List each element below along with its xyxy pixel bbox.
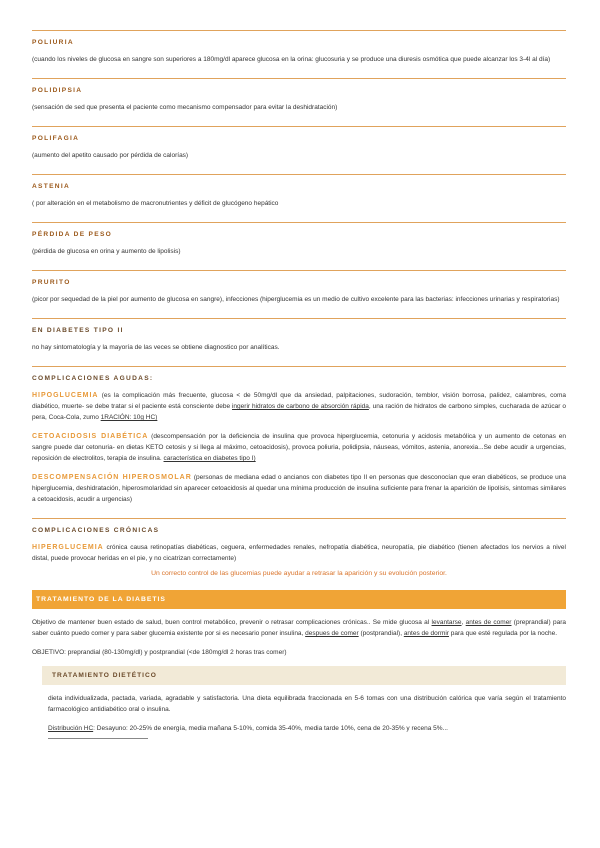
section-complicaciones-cronicas	[32, 518, 566, 577]
section-title: COMPLICACIONES CRÓNICAS	[32, 518, 566, 534]
trat-link-levantarse: levantarse	[431, 619, 462, 626]
distribucion-link: Distribución HC	[48, 725, 94, 732]
section-prurito	[32, 270, 566, 305]
hipo-text-b: , una ración de hidratos de carbono simples, cucharada de azúcar o pera, Coca-Cola, zumo	[32, 403, 566, 421]
tratamiento-objetivo: OBJETIVO: preprandial (80-130mg/dl) y postprandial (<de 180mg/dl 2 horas tras comer)	[32, 649, 287, 656]
section-text: (cuando los niveles de glucosa en sangre son superiores a 180mg/dl aparece glucosa en la orina: glucosuria y se produce una diuresis osmótica que puede alcanzar los 3-4l al día)	[32, 56, 551, 63]
section-text: (sensación de sed que presenta el paciente como mecanismo compensador para evitar la deshidratación)	[32, 104, 338, 111]
section-text: (picor por sequedad de la piel por aumento de glucosa en sangre), infecciones (hiperglucemia es un medio de cultivo excelente para las bacterias: infecciones urinarias y respiratorias)	[32, 296, 560, 303]
tratamiento-header: TRATAMIENTO DE LA DIABETIS	[32, 590, 566, 609]
trat-text-d: (postprandial),	[358, 630, 404, 637]
dietetico-header: TRATAMIENTO DIETÉTICO	[42, 666, 566, 685]
cronicas-text: crónica causa retinopatías diabéticas, ceguera, enfermedades renales, nefropatía diabética, neuropatía, pie diabético (tienen afectados los nervios a nivel distal, puede provocar heridas en el pie, y no cicatrizan correctamente)	[32, 544, 566, 562]
trat-text-b: ,	[461, 619, 466, 626]
section-title: POLIURIA	[32, 30, 566, 46]
section-astenia	[32, 174, 566, 209]
section-title: ASTENIA	[32, 174, 566, 190]
hipo-link-2: 1RACIÓN: 10g HC)	[100, 414, 158, 421]
section-text: ( por alteración en el metabolismo de macronutrientes y déficit de glucógeno hepático	[32, 200, 279, 207]
section-title: PÉRDIDA DE PESO	[32, 222, 566, 238]
cronicas-note: Un correcto control de las glucemias puede ayudar a retrasar la aparición y su evolución posterior.	[151, 570, 447, 577]
ceto-link: característica en diabetes tipo I)	[163, 455, 256, 462]
section-title: EN DIABETES TIPO II	[32, 318, 566, 334]
hiper-text: (personas de mediana edad o ancianos con diabetes tipo II en personas que desconocían que eran diabéticos, se produce una hiperglucemia, deshidratación, hiperosmolaridad sin aparecer cetoacidosis al quedar una mínima producción de insulina suficiente para frenar la aparición de lipolisis, sintomas similares a cetoacidosis, acudir a urgencias)	[32, 474, 566, 503]
term-hipoglucemia: HIPOGLUCEMIA	[32, 392, 99, 399]
hipoglucemia-paragraph	[32, 390, 566, 423]
trat-text-a: Objetivo de mantener buen estado de salud, buen control metabólico, prevenir o retrasar complicaciones crónicas.. Se mide glucosa al	[32, 619, 432, 626]
term-cetoacidosis: CETOACIDOSIS DIABÉTICA	[32, 433, 149, 440]
trat-link-antes-dormir: antes de dormir	[403, 630, 449, 637]
hipo-text-a: (es la complicación más frecuente, glucosa < de 50mg/dl que da ansiedad, palpitaciones, sudoración, temblor, visión borrosa, palidez, calambres, coma diabético, muerte- se debe tratar si el paciente está consciente debe	[32, 392, 566, 410]
section-perdida-peso	[32, 222, 566, 257]
dietetico-paragraph: dieta individualizada, pactada, variada, agradable y satisfactoria. Una dieta equilibrada fraccionada en 5-6 tomas con una distribución calórica que varía según el tratamiento farmacológico antidiabético oral o insulina.	[48, 695, 566, 713]
section-text: (pérdida de glucosa en orina y aumento de lipolisis)	[32, 248, 181, 255]
section-poliuria	[32, 30, 566, 65]
section-text: no hay sintomatología y la mayoría de las veces se obtiene diagnostico por analíticas.	[32, 344, 280, 351]
footnote-rule	[48, 738, 148, 739]
document-page	[32, 30, 566, 739]
hiperosmolar-paragraph	[32, 472, 566, 505]
distribucion-paragraph	[48, 723, 566, 734]
trat-link-despues-comer: despues de comer	[305, 630, 359, 637]
section-text: (aumento del apetito causado por pérdida de calorías)	[32, 152, 189, 159]
section-title: COMPLICACIONES AGUDAS:	[32, 366, 566, 382]
cronicas-paragraph	[32, 542, 566, 564]
distribucion-text: : Desayuno: 20-25% de energía, media mañana 5-10%, comida 35-40%, media tarde 10%, cena de 20-35% y recena 5%...	[93, 725, 448, 732]
term-hiperglucemia: HIPERGLUCEMIA	[32, 544, 104, 551]
trat-link-antes-comer: antes de comer	[465, 619, 512, 626]
section-title: PRURITO	[32, 270, 566, 286]
term-hiperosmolar: DESCOMPENSACIÓN HIPEROSMOLAR	[32, 474, 192, 481]
section-diabetes-tipo-2	[32, 318, 566, 353]
section-polidipsia	[32, 78, 566, 113]
section-title: POLIDIPSIA	[32, 78, 566, 94]
ceto-text: (descompensación por la deficiencia de insulina que provoca hiperglucemia, cetonuria y acidosis metabólica y un aumento de cetonas en sangre puede dar cetonuria- en dietas KETO cetosis y si llega al máximo, cetoacidosis), provoca poliuria, polidipsia, náuseas, vómitos, astenia, anorexia...Se debe acudir a urgencias, reposición de electrolitos, terapia de insulina.	[32, 433, 566, 462]
tratamiento-paragraph	[32, 617, 566, 639]
trat-text-c: (preprandial) para saber cuánto puedo comer y para saber glucemia existente por si es necesario poner insulina,	[32, 619, 566, 637]
section-complicaciones-agudas	[32, 366, 566, 505]
section-title: POLIFAGIA	[32, 126, 566, 142]
trat-text-e: para que esté regulada por la noche.	[448, 630, 558, 637]
section-polifagia	[32, 126, 566, 161]
cetoacidosis-paragraph	[32, 431, 566, 464]
hipo-link: ingerir hidratos de carbono de absorción rápida	[231, 403, 369, 410]
